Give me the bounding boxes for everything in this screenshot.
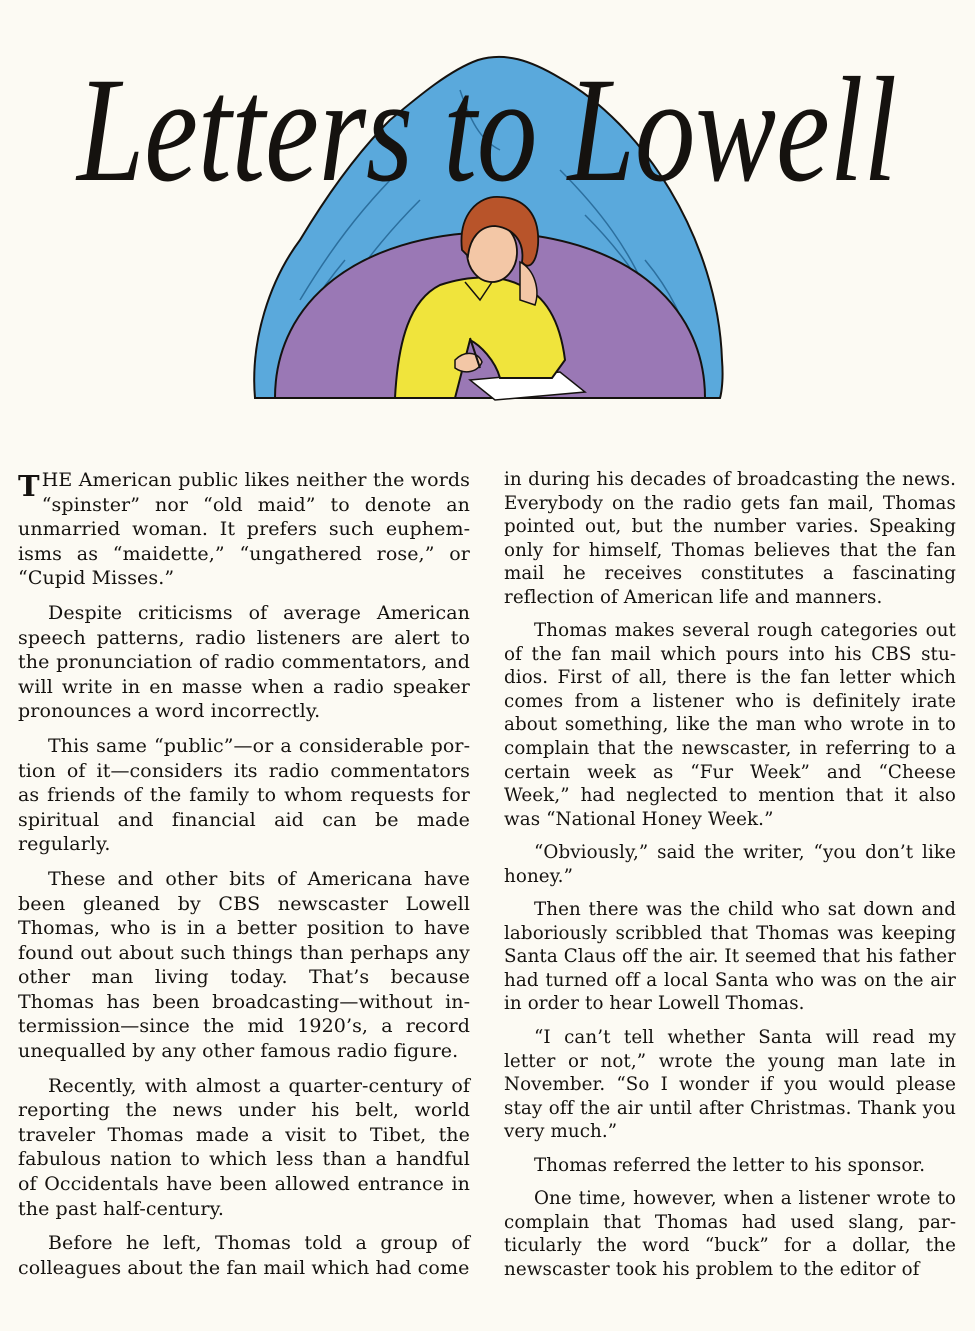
paragraph-7: Thomas makes several rough categories out of the fan mail which pours into his CBS studios. First of all, there is the fan letter which comes from a listener who is definitely irate about something, like the man who wrote in to complain that the newscaster, in referring to a certain week as “Fur Week” and “Cheese Week,” had neglected to mention that it also was “National Honey Week.” — [504, 620, 956, 830]
article-title: Letters to Lowell — [75, 47, 897, 213]
paragraph-12: One time, however, when a listener wrote to complain that Thomas had used slang, particularly the word “buck” for a dollar, the newscaster took his problem to the editor of — [504, 1188, 956, 1280]
paragraph-5: Recently, with almost a quarter-century of reporting the news under his belt, world traveler Thomas made a visit to Tibet, the fabulous nation to which less than a handful of Occidentals have been allowed entrance in the past half-century. — [18, 1074, 470, 1220]
paragraph-11: Thomas referred the letter to his sponsor. — [534, 1154, 926, 1176]
paragraph-4: These and other bits of Americana have been gleaned by CBS newscaster Lowell Thomas, who is in a better position to have found out about such things than perhaps any other man living today. That’s because Thomas has been broadcasting—without intermission—since the mid 1920’s, a record unequalled by any other famous radio figure. — [18, 867, 470, 1063]
paragraph-3: This same “public”—or a considerable portion of it—considers its radio commentators as friends of the family to whom requests for spiritual and financial aid can be made regularly. — [18, 734, 470, 856]
paragraph-9: Then there was the child who sat down and laboriously scribbled that Thomas was keeping Santa Claus off the air. It seemed that his father had turned off a local Santa who was on the air in order to hear Lowell Thomas. — [504, 899, 956, 1015]
drop-cap: T — [18, 469, 40, 503]
paragraph-10: “I can’t tell whether Santa will read my letter or not,” wrote the young man late in November. “So I wonder if you would please stay off the air until after Christmas. Thank you very much.” — [504, 1027, 956, 1143]
header-illustration — [0, 0, 975, 450]
paragraph-2: Despite criticisms of average American speech patterns, radio listeners are alert to the pronunciation of radio commentators, and will write in en masse when a radio speaker pronounces a word incorrectly. — [18, 601, 470, 723]
paragraph-1-text: HE American public likes neither the words “spinster” nor “old maid” to denote an unmarried woman. It prefers such euphemisms as “maidette,” “ungathered rose,” or “Cupid Misses.” — [18, 469, 470, 590]
paragraph-1 — [18, 468, 470, 591]
paragraph-6: Before he left, Thomas told a group of colleagues about the fan mail which had come — [18, 1232, 470, 1279]
header — [0, 0, 975, 450]
left-column — [18, 468, 470, 1290]
article-body — [18, 468, 958, 1318]
paragraph-6-continued: in during his decades of broadcasting the news. Everybody on the radio gets fan mail, Thomas pointed out, but the number varies. Speaking only for himself, Thomas believes that the fan mail he receives constitutes a fascinating reflection of American life and manners. — [504, 469, 956, 608]
right-column — [504, 468, 956, 1292]
paragraph-8: “Obviously,” said the writer, “you don’t like honey.” — [504, 842, 956, 887]
